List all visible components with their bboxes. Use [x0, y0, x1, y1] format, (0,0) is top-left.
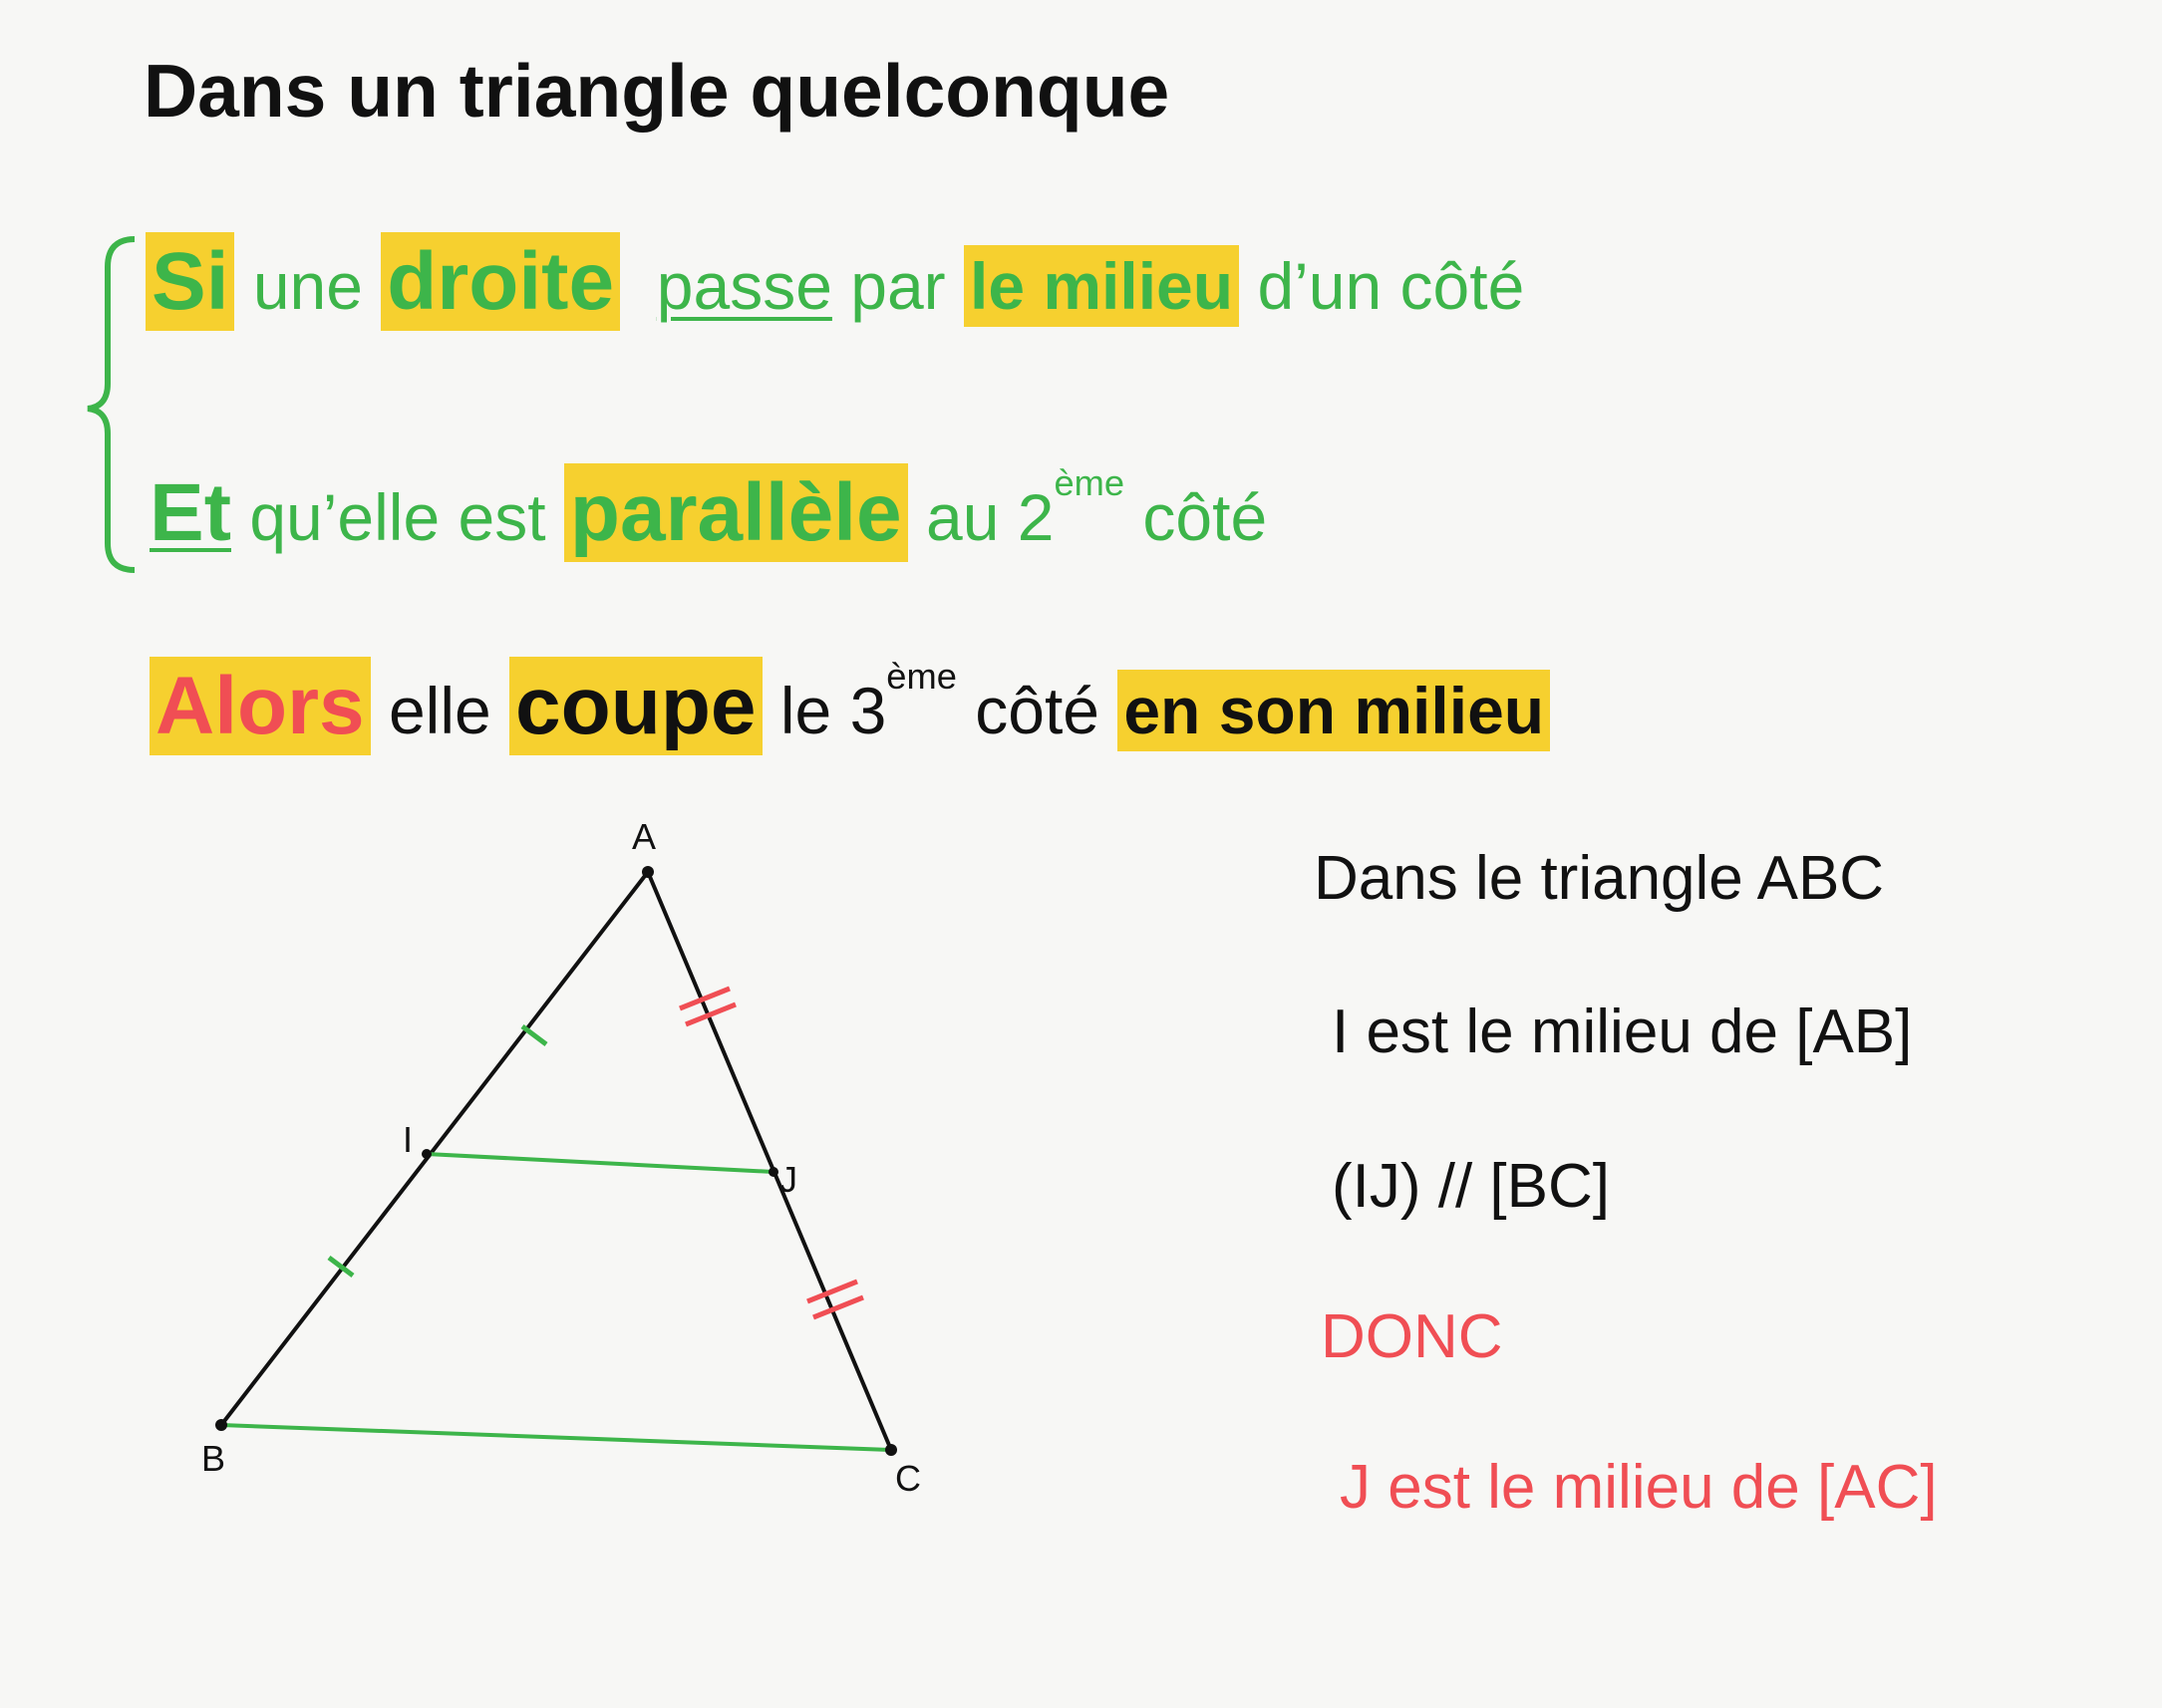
label-a: A	[632, 816, 657, 857]
word-une: une	[252, 249, 363, 323]
point-i-dot	[422, 1149, 432, 1159]
side-ac	[648, 872, 891, 1450]
word-parallele: parallèle	[564, 463, 908, 562]
vertex-c-dot	[885, 1444, 897, 1456]
label-j: J	[779, 1159, 797, 1200]
statement-parallel: (IJ) // [BC]	[1332, 1152, 1610, 1221]
word-droite: droite	[381, 232, 620, 331]
statement-triangle: Dans le triangle ABC	[1314, 844, 1885, 913]
tick-ac-2a	[807, 1281, 857, 1301]
segment-ij	[427, 1154, 773, 1172]
page-title: Dans un triangle quelconque	[144, 49, 1170, 133]
word-en-son-milieu: en son milieu	[1117, 670, 1550, 751]
word-passe: passe	[656, 249, 832, 323]
statement-i-midpoint: I est le milieu de [AB]	[1332, 997, 1913, 1066]
point-j-dot	[769, 1167, 778, 1177]
superscript-eme: ème	[1054, 462, 1125, 503]
superscript-eme-2: ème	[886, 656, 957, 697]
word-si: Si	[146, 232, 234, 331]
word-quelle-est: qu’elle est	[249, 480, 546, 554]
word-par: par	[850, 249, 946, 323]
word-cote-2: côté	[975, 674, 1099, 747]
word-alors: Alors	[150, 657, 371, 755]
side-bc	[221, 1425, 891, 1450]
word-dun-cote: d’un côté	[1257, 249, 1525, 323]
word-et: Et	[150, 467, 231, 558]
label-b: B	[201, 1438, 226, 1479]
word-le-3: le 3	[779, 674, 887, 747]
vertex-b-dot	[215, 1419, 227, 1431]
word-coupe: coupe	[509, 657, 762, 755]
statement-donc: DONC	[1321, 1302, 1503, 1371]
tick-ac-2b	[813, 1297, 863, 1317]
label-i: I	[403, 1119, 414, 1160]
tick-ab-1	[522, 1026, 546, 1044]
vertex-a-dot	[642, 866, 654, 878]
word-le-milieu: le milieu	[964, 245, 1239, 327]
side-ab	[221, 872, 648, 1425]
word-elle: elle	[388, 674, 491, 747]
word-au-2: au 2	[926, 480, 1055, 554]
curly-bracket	[88, 239, 135, 570]
label-c: C	[895, 1458, 921, 1499]
statement-j-midpoint: J est le milieu de [AC]	[1340, 1453, 1938, 1522]
word-cote: côté	[1142, 480, 1268, 554]
